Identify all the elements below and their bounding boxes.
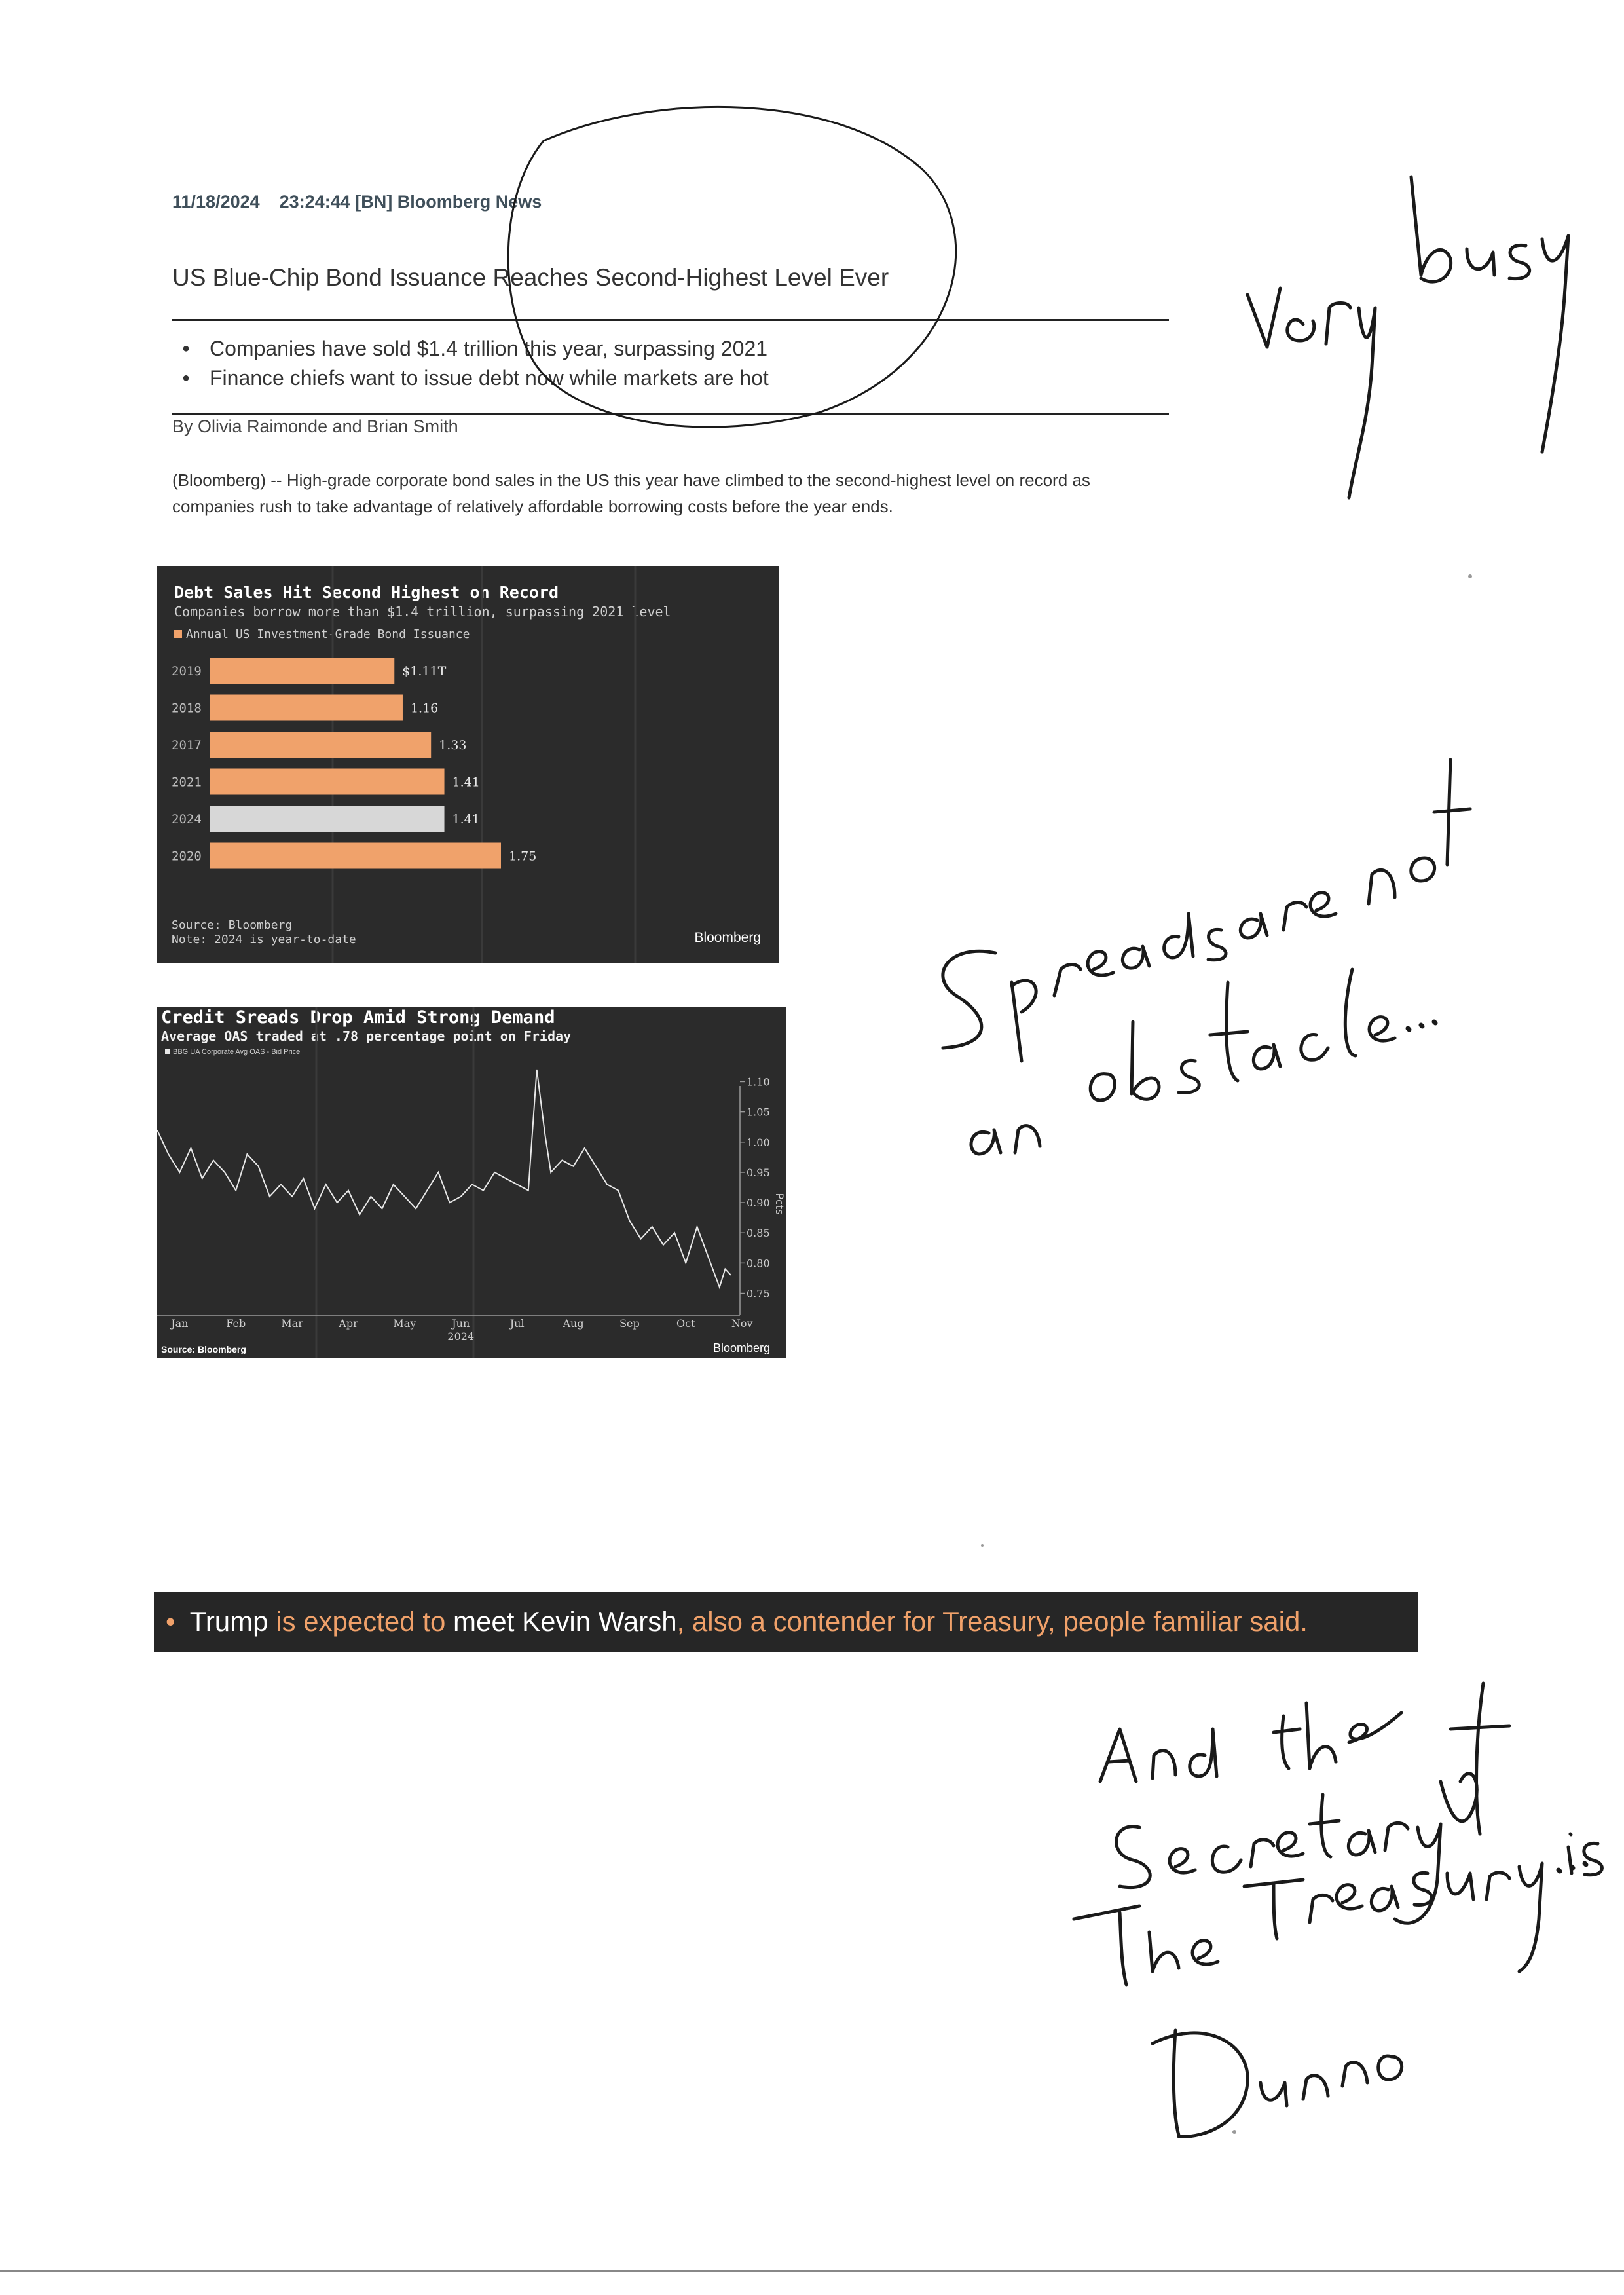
- banner-segment: , also a contender for Treasury, people familiar said.: [676, 1606, 1308, 1637]
- x-tick-label: May: [393, 1317, 416, 1330]
- article-body: (Bloomberg) -- High-grade corporate bond sales in the US this year have climbed to the second-highest level on record as companies rush to take advantage of relatively affordable borrowing costs before the year ends.: [172, 470, 1090, 516]
- chart1-title: Debt Sales Hit Second Highest on Record: [174, 583, 559, 602]
- chart2-legend-label: BBG UA Corporate Avg OAS - Bid Price: [173, 1048, 301, 1056]
- data-label: 1.41: [452, 812, 480, 827]
- chart2-brand: Bloomberg: [712, 1341, 770, 1354]
- data-label: 1.41: [452, 775, 480, 790]
- headline: US Blue-Chip Bond Issuance Reaches Second-Highest Level Ever: [172, 264, 889, 291]
- chart2-subtitle: Average OAS traded at .78 percentage point on Friday: [161, 1028, 572, 1044]
- banner-segment: is expected to: [276, 1606, 454, 1637]
- hand-note-treasury: [1074, 1683, 1602, 2136]
- category-label: 2018: [172, 701, 202, 716]
- chart1-source: Source: Bloomberg: [172, 918, 293, 932]
- y-tick-label: 0.90: [747, 1197, 770, 1210]
- x-tick-label: Feb: [226, 1317, 246, 1330]
- chart1-legend-label: Annual US Investment-Grade Bond Issuance: [186, 627, 470, 641]
- banner-bullet: •: [166, 1606, 175, 1637]
- banner-segment: Trump: [189, 1606, 276, 1637]
- hand-note-very-busy: [1247, 177, 1568, 498]
- y-tick-label: 1.00: [747, 1136, 770, 1149]
- x-tick-label: Aug: [563, 1317, 584, 1330]
- data-label: 1.33: [439, 738, 467, 753]
- data-label: 1.75: [509, 849, 537, 864]
- chart2-title: Credit Sreads Drop Amid Strong Demand: [161, 1007, 555, 1028]
- summary-bullet: ● Companies have sold $1.4 trillion this year, surpassing 2021: [182, 334, 769, 364]
- category-label: 2020: [172, 849, 202, 864]
- article-time-source: 23:24:44 [BN] Bloomberg News: [279, 192, 542, 212]
- chart1-brand: Bloomberg: [694, 930, 761, 945]
- x-tick-label: Oct: [676, 1317, 695, 1330]
- x-tick-label: Jun: [452, 1317, 470, 1330]
- hand-note-spreads: [943, 760, 1470, 1154]
- x-sublabel: 2024: [447, 1330, 475, 1343]
- category-label: 2024: [172, 812, 202, 827]
- y-tick-label: 0.80: [747, 1257, 770, 1270]
- x-tick-label: Nov: [731, 1317, 753, 1330]
- data-label: $1.11T: [402, 664, 447, 679]
- y-tick-label: 0.85: [747, 1227, 770, 1240]
- y-tick-label: 0.75: [747, 1287, 770, 1300]
- category-label: 2021: [172, 775, 202, 790]
- byline: By Olivia Raimonde and Brian Smith: [172, 417, 458, 436]
- x-tick-label: Sep: [619, 1317, 640, 1330]
- scan-edge-rule: [0, 2270, 1624, 2272]
- hand-circle: [508, 107, 955, 427]
- x-tick-label: Apr: [339, 1317, 358, 1330]
- banner-segment: meet: [453, 1606, 523, 1637]
- banner-segment: Kevin Warsh: [522, 1606, 677, 1637]
- category-label: 2017: [172, 738, 202, 753]
- x-tick-label: Jul: [509, 1317, 525, 1330]
- y-tick-label: 1.10: [747, 1075, 770, 1089]
- chart1-subtitle: Companies borrow more than $1.4 trillion, surpassing 2021 level: [174, 604, 671, 620]
- category-label: 2019: [172, 664, 202, 679]
- y-axis-label: Pcts: [773, 1193, 786, 1215]
- data-label: 1.16: [410, 701, 439, 716]
- x-tick-label: Jan: [171, 1317, 189, 1330]
- y-tick-label: 1.05: [747, 1106, 770, 1119]
- chart2-source: Source: Bloomberg: [161, 1344, 246, 1354]
- y-tick-label: 0.95: [747, 1166, 770, 1179]
- article-date: 11/18/2024: [172, 192, 260, 212]
- summary-bullet: ● Finance chiefs want to issue debt now while markets are hot: [182, 364, 769, 393]
- chart1-note: Note: 2024 is year-to-date: [172, 933, 356, 946]
- x-tick-label: Mar: [281, 1317, 303, 1330]
